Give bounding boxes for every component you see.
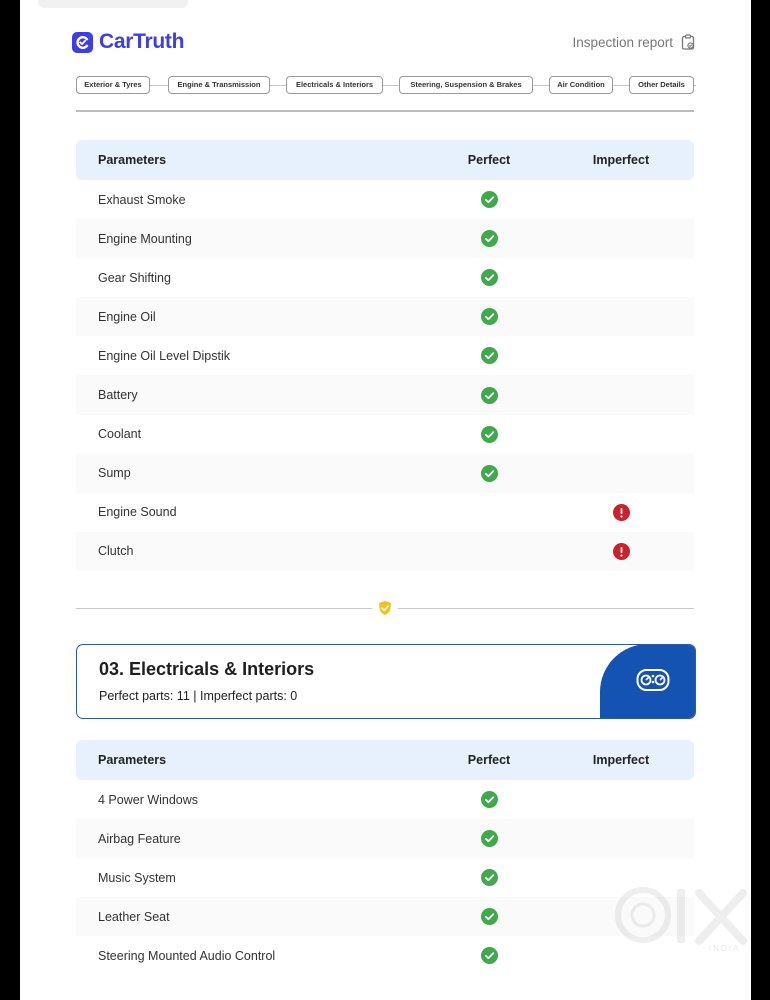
section-accent (600, 644, 696, 719)
inspection-report-link[interactable] (572, 34, 695, 50)
parameter-name: Engine Mounting (76, 219, 430, 258)
parameter-name: Steering Mounted Audio Control (98, 948, 276, 963)
imperfect-cell (548, 454, 694, 493)
table-row (76, 297, 694, 336)
parameter-name: Gear Shifting (98, 270, 171, 285)
alert-circle-icon (613, 544, 630, 558)
imperfect-cell (548, 780, 694, 819)
section-tabs (76, 76, 696, 94)
section-separator (76, 598, 694, 618)
perfect-cell (430, 897, 548, 936)
header-parameters: Parameters (76, 140, 430, 180)
perfect-cell (430, 180, 548, 219)
perfect-cell (430, 819, 548, 858)
imperfect-cell (548, 180, 694, 219)
verified-shield-icon (377, 600, 393, 621)
table-row (76, 532, 694, 571)
tab-steering-suspension-brakes[interactable]: Steering, Suspension & Brakes (399, 76, 533, 94)
section-summary: Perfect parts: 11 | Imperfect parts: 0 (99, 689, 298, 703)
check-circle-icon (481, 192, 498, 206)
table-row (76, 219, 694, 258)
imperfect-cell (548, 297, 694, 336)
tab-exterior-tyres[interactable]: Exterior & Tyres (76, 76, 150, 94)
check-circle-icon (481, 309, 498, 323)
check-circle-icon (481, 909, 498, 923)
tab-engine-transmission[interactable]: Engine & Transmission (168, 76, 270, 94)
section-card-electricals (76, 644, 696, 719)
table-row (76, 415, 694, 454)
imperfect-cell (548, 375, 694, 414)
imperfect-cell (548, 819, 694, 858)
header-imperfect: Imperfect (548, 740, 694, 780)
imperfect-cell (548, 415, 694, 454)
parameter-name: Coolant (98, 427, 142, 442)
check-circle-icon (481, 387, 498, 401)
alert-circle-icon (613, 505, 630, 519)
table-row (76, 936, 694, 975)
tab-other-details[interactable]: Other Details (629, 76, 694, 94)
dashboard-icon (636, 667, 670, 693)
check-circle-icon (481, 792, 498, 806)
imperfect-cell (548, 336, 694, 375)
check-circle-icon (481, 831, 498, 845)
perfect-cell (430, 375, 548, 414)
header-imperfect: Imperfect (548, 140, 694, 180)
parameter-name: Engine Oil (76, 297, 430, 336)
engine-transmission-table (76, 140, 694, 571)
olx-watermark (615, 885, 751, 960)
imperfect-cell (548, 258, 694, 297)
separator-line-right (398, 608, 694, 609)
header-parameters: Parameters (76, 740, 430, 780)
check-circle-icon (481, 466, 498, 480)
report-page (20, 0, 751, 1000)
perfect-cell (430, 493, 548, 532)
parameter-name: Engine Sound (98, 505, 177, 520)
watermark-text: INDIA (709, 944, 741, 953)
parameter-name: Leather Seat (76, 897, 430, 936)
clipboard-check-icon (681, 34, 695, 50)
table-row (76, 858, 694, 897)
header-perfect: Perfect (430, 140, 548, 180)
top-edge-shadow (38, 0, 188, 8)
imperfect-cell (548, 219, 694, 258)
parameter-name: Exhaust Smoke (98, 192, 186, 207)
table-header-row (76, 740, 694, 780)
table-header-row (76, 140, 694, 180)
table-row (76, 454, 694, 493)
parameter-name: Airbag Feature (76, 819, 430, 858)
check-circle-icon (481, 231, 498, 245)
imperfect-cell (548, 493, 694, 532)
parameter-name: Music System (98, 870, 176, 885)
check-circle-icon (481, 270, 498, 284)
perfect-cell (430, 858, 548, 897)
table-row (76, 780, 694, 819)
imperfect-cell (548, 532, 694, 571)
table-row (76, 375, 694, 414)
perfect-cell (430, 219, 548, 258)
perfect-cell (430, 415, 548, 454)
section-title: 03. Electricals & Interiors (99, 659, 315, 679)
inspection-report-label: Inspection report (572, 34, 673, 50)
parameter-name: Engine Oil Level Dipstik (98, 348, 231, 363)
brand-logo[interactable] (72, 30, 184, 54)
header-perfect: Perfect (430, 740, 548, 780)
electricals-interiors-table (76, 740, 694, 975)
brand-name: CarTruth (99, 30, 185, 53)
perfect-cell (430, 454, 548, 493)
perfect-cell (430, 532, 548, 571)
table-row (76, 819, 694, 858)
table-row (76, 493, 694, 532)
table-row (76, 336, 694, 375)
check-circle-icon (481, 348, 498, 362)
perfect-cell (430, 936, 548, 975)
perfect-cell (430, 258, 548, 297)
check-circle-icon (481, 426, 498, 440)
table-row (76, 897, 694, 936)
separator-line-left (76, 608, 372, 609)
check-circle-icon (481, 948, 498, 962)
header (72, 30, 695, 56)
header-divider (76, 110, 694, 112)
perfect-cell (430, 297, 548, 336)
parameter-name: Sump (76, 454, 430, 493)
perfect-cell (430, 780, 548, 819)
parameter-name: Battery (76, 375, 430, 414)
parameter-name: 4 Power Windows (98, 792, 199, 807)
perfect-cell (430, 336, 548, 375)
table-row (76, 258, 694, 297)
table-row (76, 180, 694, 219)
check-circle-icon (481, 870, 498, 884)
cartruth-logo-icon (72, 32, 93, 53)
parameter-name: Clutch (76, 532, 430, 571)
tab-air-condition[interactable]: Air Condition (549, 76, 613, 94)
tab-electricals-interiors[interactable]: Electricals & Interiors (286, 76, 383, 94)
